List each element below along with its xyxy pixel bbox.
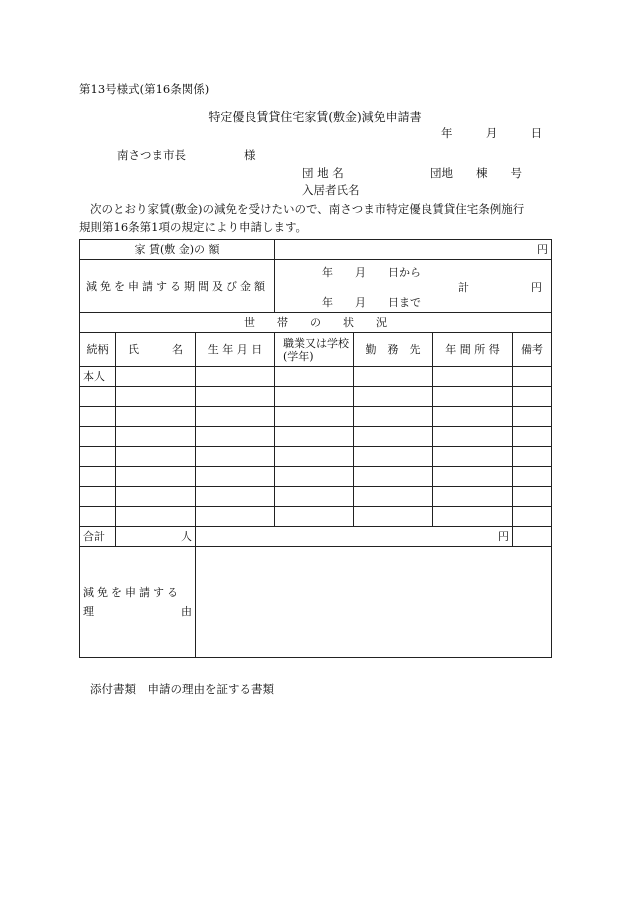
occupation-cell[interactable]	[275, 367, 354, 387]
occupation-cell[interactable]	[275, 467, 354, 487]
col-remarks: 備考	[513, 333, 552, 367]
occupation-cell[interactable]	[275, 387, 354, 407]
document-title: 特定優良賃貸住宅家賃(敷金)減免申請書	[208, 110, 422, 124]
name-cell[interactable]	[116, 367, 196, 387]
income-cell[interactable]	[433, 447, 513, 467]
birthdate-cell[interactable]	[196, 507, 275, 527]
period-field[interactable]	[275, 260, 552, 313]
household-row	[80, 487, 552, 507]
workplace-cell[interactable]	[354, 367, 433, 387]
addressee: 南さつま市長	[117, 148, 186, 162]
rent-amount-row	[80, 240, 552, 260]
household-row	[80, 427, 552, 447]
workplace-cell[interactable]	[354, 427, 433, 447]
birthdate-cell[interactable]	[196, 447, 275, 467]
total-persons-field[interactable]	[116, 527, 196, 547]
rent-amount-field[interactable]	[275, 240, 552, 260]
name-cell[interactable]	[116, 447, 196, 467]
occupation-cell[interactable]	[275, 507, 354, 527]
name-cell[interactable]	[116, 427, 196, 447]
birthdate-cell[interactable]	[196, 467, 275, 487]
resident-name-label: 入居者氏名	[302, 183, 360, 197]
period-label: 減免を申請する期間及び金額	[80, 260, 275, 313]
occupation-cell[interactable]	[275, 447, 354, 467]
column-header-row	[80, 333, 552, 367]
relation-cell[interactable]	[80, 487, 116, 507]
total-label: 合計	[80, 527, 116, 547]
birthdate-cell[interactable]	[196, 387, 275, 407]
body-text-line-1: 次のとおり家賃(敷金)の減免を受けたいので、南さつま市特定優良賃貸住宅条例施行	[90, 202, 525, 216]
attachment-note: 添付書類 申請の理由を証する書類	[90, 682, 274, 696]
honorific: 様	[244, 148, 256, 162]
period-from-text: 年 月 日から	[322, 266, 422, 279]
workplace-cell[interactable]	[354, 487, 433, 507]
col-occupation: 職業又は学校(学年)	[275, 333, 354, 367]
occupation-cell[interactable]	[275, 427, 354, 447]
date-day-label: 日	[530, 126, 543, 140]
relation-cell[interactable]	[80, 387, 116, 407]
household-row	[80, 467, 552, 487]
workplace-cell[interactable]	[354, 507, 433, 527]
application-form-table	[79, 239, 552, 658]
workplace-cell[interactable]	[354, 467, 433, 487]
rent-amount-label: 家 賃(敷 金)の 額	[80, 240, 275, 260]
period-row	[80, 260, 552, 313]
period-total-label: 計	[458, 281, 470, 294]
occupation-cell[interactable]	[275, 487, 354, 507]
income-cell[interactable]	[433, 407, 513, 427]
date-year-label: 年	[441, 126, 453, 140]
relation-cell[interactable]	[80, 467, 116, 487]
remarks-cell[interactable]	[513, 407, 552, 427]
birthdate-cell[interactable]	[196, 427, 275, 447]
income-cell[interactable]	[433, 487, 513, 507]
col-birthdate: 生 年 月 日	[196, 333, 275, 367]
income-cell[interactable]	[433, 367, 513, 387]
reason-label-yu: 由	[181, 605, 192, 618]
income-cell[interactable]	[433, 507, 513, 527]
rent-yen-unit: 円	[537, 243, 549, 256]
occupation-cell[interactable]	[275, 407, 354, 427]
persons-unit: 人	[181, 530, 192, 543]
reason-label-line-2	[83, 605, 192, 618]
reason-label-ri: 理	[83, 605, 94, 618]
household-status-header: 世 帯 の 状 況	[80, 313, 552, 333]
reason-label	[80, 547, 196, 658]
income-cell[interactable]	[433, 467, 513, 487]
remarks-cell[interactable]	[513, 487, 552, 507]
income-cell[interactable]	[433, 387, 513, 407]
remarks-cell[interactable]	[513, 387, 552, 407]
relation-cell: 本人	[80, 367, 116, 387]
household-row	[80, 387, 552, 407]
household-row	[80, 447, 552, 467]
remarks-cell[interactable]	[513, 447, 552, 467]
col-name: 氏 名	[116, 333, 196, 367]
income-yen-unit: 円	[498, 530, 510, 543]
date-month-label: 月	[485, 126, 498, 140]
name-cell[interactable]	[116, 407, 196, 427]
reason-row	[80, 547, 552, 658]
total-income-field[interactable]	[196, 527, 513, 547]
danchi-name-label: 団 地 名	[302, 166, 344, 180]
household-row	[80, 407, 552, 427]
name-cell[interactable]	[116, 467, 196, 487]
name-cell[interactable]	[116, 387, 196, 407]
danchi-building-label: 団地 棟 号	[430, 166, 522, 180]
remarks-cell[interactable]	[513, 507, 552, 527]
col-annual-income: 年 間 所 得	[433, 333, 513, 367]
period-to-text: 年 月 日まで	[322, 296, 422, 309]
workplace-cell[interactable]	[354, 447, 433, 467]
remarks-cell[interactable]	[513, 427, 552, 447]
birthdate-cell[interactable]	[196, 367, 275, 387]
workplace-cell[interactable]	[354, 407, 433, 427]
name-cell[interactable]	[116, 507, 196, 527]
income-cell[interactable]	[433, 427, 513, 447]
period-yen-unit: 円	[531, 281, 543, 294]
household-header-row	[80, 313, 552, 333]
reason-field[interactable]	[196, 547, 552, 658]
household-row	[80, 367, 552, 387]
total-row	[80, 527, 552, 547]
relation-cell[interactable]	[80, 507, 116, 527]
birthdate-cell[interactable]	[196, 487, 275, 507]
remarks-cell[interactable]	[513, 467, 552, 487]
relation-cell[interactable]	[80, 447, 116, 467]
total-remarks-cell[interactable]	[513, 527, 552, 547]
col-workplace: 勤 務 先	[354, 333, 433, 367]
reason-label-line-1: 減免を申請する	[83, 586, 181, 599]
body-text-line-2: 規則第16条第1項の規定により申請します。	[79, 220, 308, 234]
col-relation: 続柄	[80, 333, 116, 367]
workplace-cell[interactable]	[354, 387, 433, 407]
birthdate-cell[interactable]	[196, 407, 275, 427]
name-cell[interactable]	[116, 487, 196, 507]
remarks-cell[interactable]	[513, 367, 552, 387]
form-number: 第13号様式(第16条関係)	[79, 82, 210, 96]
relation-cell[interactable]	[80, 427, 116, 447]
household-row	[80, 507, 552, 527]
relation-cell[interactable]	[80, 407, 116, 427]
application-date	[441, 125, 542, 141]
